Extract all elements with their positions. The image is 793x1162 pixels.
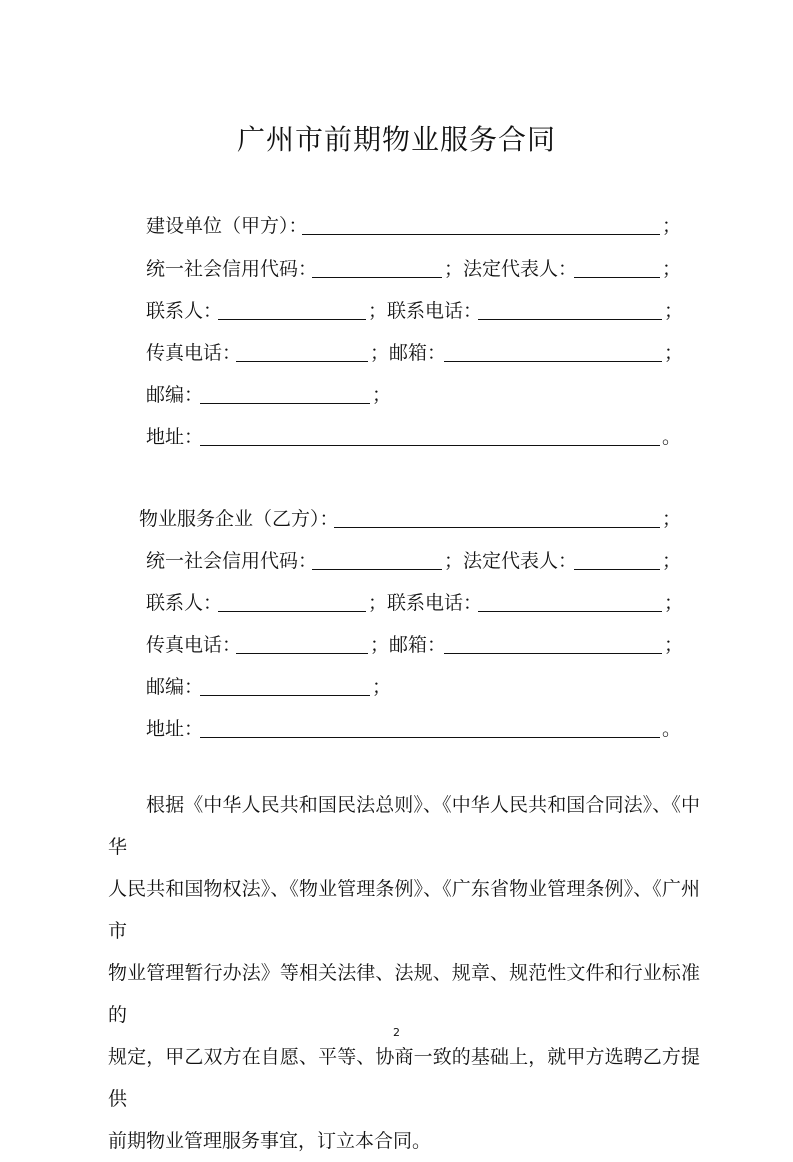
party-a-phone-blank[interactable] [478, 319, 662, 320]
party-a-name-row [0, 212, 793, 240]
party-a-contact-label: 联系人： [146, 300, 223, 322]
party-b-address-label: 地址： [146, 718, 204, 740]
party-b-fax-label: 传真电话： [146, 634, 242, 656]
party-a-postcode-label: 邮编： [146, 384, 204, 406]
end-period: 。 [662, 426, 682, 448]
party-a-postcode-blank[interactable] [200, 403, 370, 404]
party-a-fax-blank[interactable] [236, 361, 368, 362]
preamble-line: 前期物业管理服务事宜，订立本合同。 [108, 1130, 432, 1152]
party-a-email-blank[interactable] [444, 361, 662, 362]
end-semicolon: ； [372, 676, 392, 698]
party-a-credit-code-blank[interactable] [312, 277, 442, 278]
end-semicolon: ； [664, 592, 684, 614]
party-b-fax-blank[interactable] [236, 653, 368, 654]
party-b-legal-rep-blank[interactable] [574, 569, 660, 570]
preamble-line: 根据《中华人民共和国民法总则》、《中华人民共和国合同法》、《中华 [108, 794, 700, 858]
party-a-postcode-row [0, 381, 793, 409]
end-semicolon: ； [662, 508, 682, 530]
end-semicolon: ； [664, 300, 684, 322]
party-b-name-row [0, 505, 793, 533]
page-number: 2 [393, 1026, 400, 1039]
party-b-postcode-blank[interactable] [200, 695, 370, 696]
party-b-credit-code-blank[interactable] [312, 569, 442, 570]
end-semicolon: ； [662, 550, 682, 572]
party-a-address-row [0, 423, 793, 451]
party-a-label: 建设单位（甲方）： [146, 215, 308, 237]
party-a-legal-rep-label: ；法定代表人： [444, 258, 578, 280]
preamble-line: 物业管理暂行办法》等相关法律、法规、规章、规范性文件和行业标准的 [108, 962, 700, 1026]
preamble-line: 人民共和国物权法》、《物业管理条例》、《广东省物业管理条例》、《广州市 [108, 878, 700, 942]
party-b-phone-blank[interactable] [478, 611, 662, 612]
party-b-contact-blank[interactable] [218, 611, 366, 612]
party-b-email-blank[interactable] [444, 653, 662, 654]
party-b-legal-rep-label: ；法定代表人： [444, 550, 578, 572]
party-b-phone-label: ；联系电话： [368, 592, 483, 614]
end-semicolon: ； [664, 342, 684, 364]
party-a-credit-code-label: 统一社会信用代码： [146, 258, 318, 280]
party-b-postcode-label: 邮编： [146, 676, 204, 698]
party-b-credit-code-label: 统一社会信用代码： [146, 550, 318, 572]
party-b-fax-row [0, 631, 793, 659]
end-semicolon: ； [662, 215, 682, 237]
party-a-address-blank[interactable] [200, 445, 660, 446]
end-semicolon: ； [664, 634, 684, 656]
party-b-contact-label: 联系人： [146, 592, 223, 614]
party-b-address-row [0, 715, 793, 743]
party-a-code-row [0, 255, 793, 283]
party-b-label: 物业服务企业（乙方）： [139, 508, 339, 530]
party-b-contact-row [0, 589, 793, 617]
end-period: 。 [662, 718, 682, 740]
party-a-fax-row [0, 339, 793, 367]
party-b-address-blank[interactable] [200, 737, 660, 738]
party-b-postcode-row [0, 673, 793, 701]
party-b-code-row [0, 547, 793, 575]
party-a-contact-row [0, 297, 793, 325]
document-title: 广州市前期物业服务合同 [236, 123, 556, 156]
party-b-email-label: ；邮箱： [370, 634, 447, 656]
party-a-fax-label: 传真电话： [146, 342, 242, 364]
party-b-name-blank[interactable] [334, 527, 660, 528]
preamble-line: 规定，甲乙双方在自愿、平等、协商一致的基础上，就甲方选聘乙方提供 [108, 1046, 700, 1110]
end-semicolon: ； [372, 384, 392, 406]
party-a-name-blank[interactable] [302, 234, 660, 235]
party-a-legal-rep-blank[interactable] [574, 277, 660, 278]
party-a-email-label: ；邮箱： [370, 342, 447, 364]
end-semicolon: ； [662, 258, 682, 280]
party-a-address-label: 地址： [146, 426, 204, 448]
party-a-phone-label: ；联系电话： [368, 300, 483, 322]
party-a-contact-blank[interactable] [218, 319, 366, 320]
preamble-paragraph [108, 784, 700, 1162]
